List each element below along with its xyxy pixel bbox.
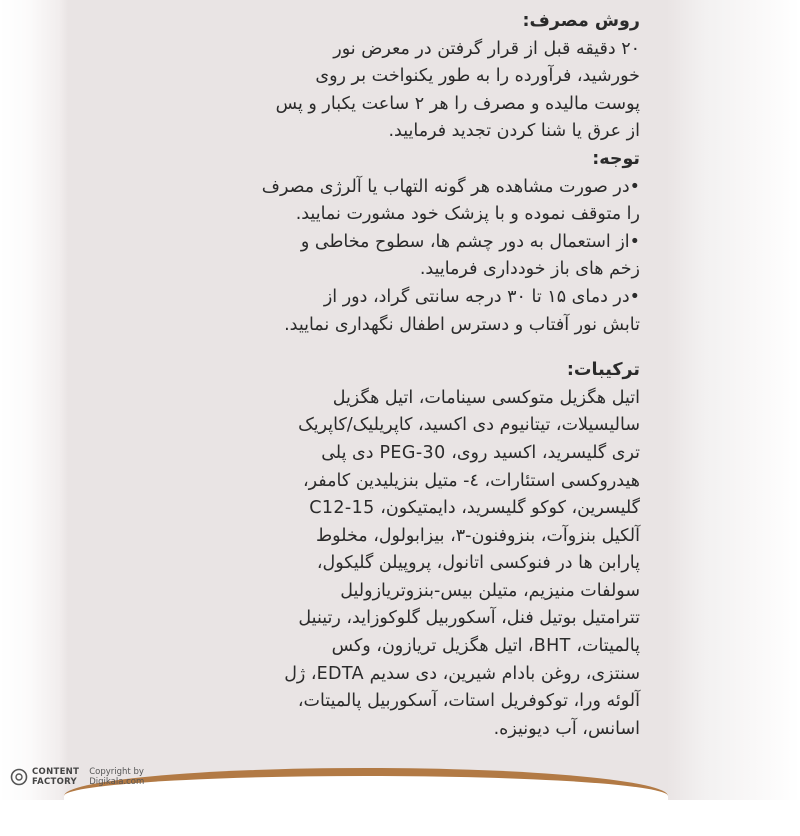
label-text	[92, 8, 640, 743]
content-factory-icon	[10, 768, 28, 786]
ingredients-line: تری گلیسرید، اکسید روی، PEG-30 دی پلی	[321, 442, 640, 463]
copyright-line-1: Copyright by	[89, 767, 144, 777]
usage-line: ۲۰ دقیقه قبل از قرار گرفتن در معرض نور	[333, 38, 640, 59]
ingredients-line: اسانس، آب دیونیزه.	[493, 718, 640, 739]
ingredients-line: سالیسیلات، تیتانیوم دی اکسید، کاپریلیک/کاپریک	[298, 415, 640, 436]
section-spacer	[92, 339, 640, 357]
caution-line: •در صورت مشاهده هر گونه التهاب یا آلرژی مصرف	[261, 176, 640, 197]
ingredients-line: سنتزی، روغن بادام شیرین، دی سدیم EDTA، ژل	[284, 663, 640, 684]
caution-line: •از استعمال به دور چشم ها، سطوح مخاطی و	[300, 231, 640, 252]
ingredients-line: گلیسرین، کوکو گلیسرید، دایمتیکون، C12-15	[309, 498, 640, 519]
ingredients-line: آلوئه ورا، توکوفریل استات، آسکوربیل پالمیتات،	[297, 691, 640, 712]
ingredients-line: سولفات منیزیم، متیلن بیس-بنزوتریازولیل	[340, 580, 640, 601]
ingredients-line: آلکیل بنزوآت، بنزوفنون-۳، بیزابولول، مخلوط	[315, 525, 640, 546]
watermark-footer	[10, 762, 180, 792]
left-background	[0, 0, 68, 800]
ingredients-heading: ترکیبات:	[566, 360, 640, 381]
caution-line: تابش نور آفتاب و دسترس اطفال نگهداری نمایید.	[284, 314, 640, 335]
copyright-text	[89, 767, 144, 787]
usage-line: خورشید، فرآورده را به طور یکنواخت بر روی	[315, 66, 640, 87]
ingredients-line: تترامتیل بوتیل فنل، آسکوربیل گلوکوزاید، رتینیل	[298, 608, 640, 629]
usage-heading: روش مصرف:	[522, 11, 640, 31]
caution-line: زخم های باز خودداری فرمایید.	[419, 259, 640, 280]
caution-heading: توجه:	[592, 148, 640, 169]
ingredients-line: پارابن ها در فنوکسی اتانول، پروپیلن گلیکول،	[316, 553, 640, 574]
content-factory-logo	[10, 767, 79, 787]
ingredients-line: اتیل هگزیل متوکسی سینامات، اتیل هگزیل	[332, 387, 640, 408]
logo-line-1: CONTENT	[32, 767, 80, 777]
usage-line: پوست مالیده و مصرف را هر ۲ ساعت یکبار و پس	[275, 93, 640, 114]
ingredients-line: پالمیتات، BHT، اتیل هگزیل تریازون، وکس	[331, 636, 640, 657]
right-background	[666, 0, 800, 800]
caution-line: را متوقف نموده و با پزشک خود مشورت نمایید.	[295, 204, 640, 225]
ingredients-line: هیدروکسی استئارات، ٤- متیل بنزیلیدین کامفر،	[302, 470, 640, 491]
copyright-line-2: Digikala.com	[89, 777, 145, 787]
logo-line-2: FACTORY	[32, 777, 78, 787]
usage-line: از عرق یا شنا کردن تجدید فرمایید.	[388, 121, 640, 142]
caution-line: •در دمای ۱۵ تا ۳۰ درجه سانتی گراد، دور از	[323, 286, 640, 307]
